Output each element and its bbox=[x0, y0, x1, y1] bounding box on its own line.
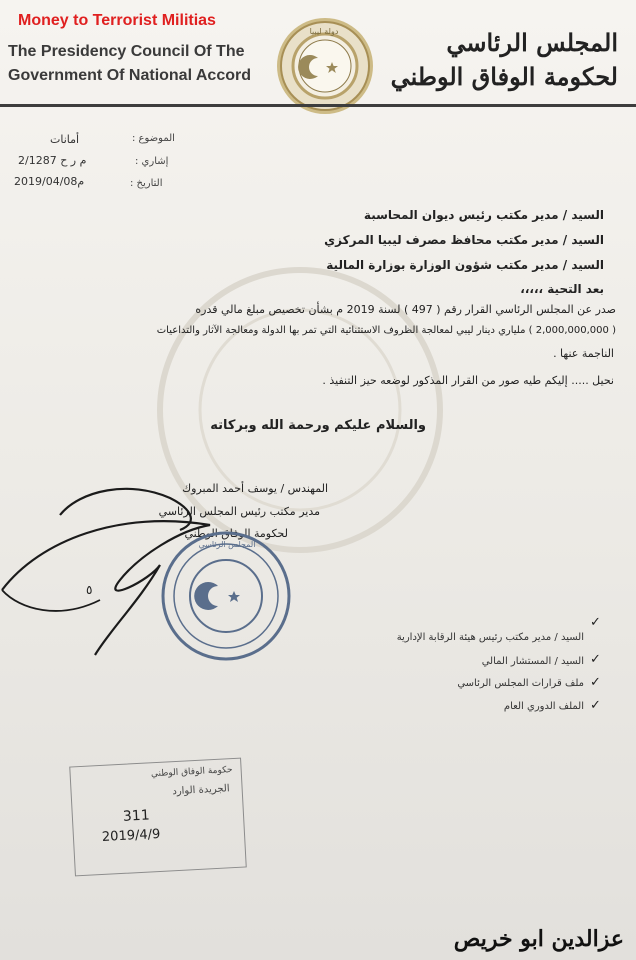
date-label: التاريخ : bbox=[130, 178, 163, 189]
subject-label: الموضوع : bbox=[132, 133, 175, 144]
received-org: حكومة الوفاق الوطني bbox=[150, 765, 233, 780]
signatory-title: مدير مكتب رئيس المجلس الرئاسي bbox=[158, 505, 320, 518]
date-value: 2019/04/08م bbox=[14, 175, 85, 188]
addressee-3: السيد / مدير مكتب شؤون الوزارة بوزارة المالية bbox=[326, 258, 604, 272]
cc-tick-icon: ✓ bbox=[590, 675, 601, 690]
received-register: الجريدة الوارد bbox=[172, 783, 230, 798]
cc-tick-icon: ✓ bbox=[590, 698, 601, 713]
ref-label: إشاري : bbox=[135, 156, 169, 167]
org-name-ar-line2: لحكومة الوفاق الوطني bbox=[390, 62, 618, 91]
stamp-text: المجلس الرئاسي bbox=[198, 540, 256, 549]
body-line-2: ( 2,000,000,000 ) ملياري دينار ليبي لمعالجة الظروف الاستثنائية التي تمر بها الدولة ومعالجة الآثار والتداعيات bbox=[156, 325, 616, 336]
overlay-title: Money to Terrorist Militias bbox=[18, 12, 216, 29]
received-date: 2019/4/9 bbox=[101, 826, 161, 845]
signatory-org: لحكومة الوفاق الوطني bbox=[184, 527, 288, 540]
official-stamp-icon bbox=[160, 530, 292, 662]
cc-tick-icon: ✓ bbox=[590, 615, 601, 630]
received-stamp-box bbox=[69, 758, 247, 877]
received-number: 311 bbox=[122, 807, 151, 825]
cc-item-4: الملف الدوري العام bbox=[503, 701, 584, 712]
subject-value: أمانات bbox=[50, 133, 80, 146]
cc-item-2: السيد / المستشار المالي bbox=[481, 656, 584, 667]
cc-item-1: السيد / مدير مكتب رئيس هيئة الرقابة الإدارية bbox=[396, 632, 584, 643]
org-name-en-line2: Government Of National Accord bbox=[8, 67, 251, 84]
addressee-2: السيد / مدير مكتب محافظ مصرف ليبيا المركزي bbox=[324, 233, 604, 247]
cc-tick-icon: ✓ bbox=[590, 652, 601, 667]
addressee-1: السيد / مدير مكتب رئيس ديوان المحاسبة bbox=[363, 208, 604, 222]
footer-author-name: عزالدين ابو خريص bbox=[453, 926, 624, 952]
seal-text: دولة ليبيا bbox=[309, 27, 339, 36]
greeting: بعد التحية ،،،،، bbox=[520, 282, 604, 296]
forward-line: نحيل ..... إليكم طيه صور من القرار المذكور لوضعه حيز التنفيذ . bbox=[322, 374, 614, 387]
cc-item-3: ملف قرارات المجلس الرئاسي bbox=[457, 678, 584, 689]
svg-text:٥: ٥ bbox=[86, 583, 93, 597]
body-line-1: صدر عن المجلس الرئاسي القرار رقم ( 497 ) لسنة 2019 م بشأن تخصيص مبلغ مالي قدره bbox=[195, 303, 616, 316]
closing-line: والسلام عليكم ورحمة الله وبركاته bbox=[210, 418, 426, 433]
org-name-ar-line1: المجلس الرئاسي bbox=[446, 28, 618, 57]
signatory-name: المهندس / يوسف أحمد المبروك bbox=[182, 482, 328, 495]
body-line-3: الناجمة عنها . bbox=[553, 347, 614, 360]
org-name-en-line1: The Presidency Council Of The bbox=[8, 43, 245, 60]
ref-value: 2/1287 م ر ح bbox=[18, 154, 87, 167]
header-divider bbox=[0, 104, 636, 107]
